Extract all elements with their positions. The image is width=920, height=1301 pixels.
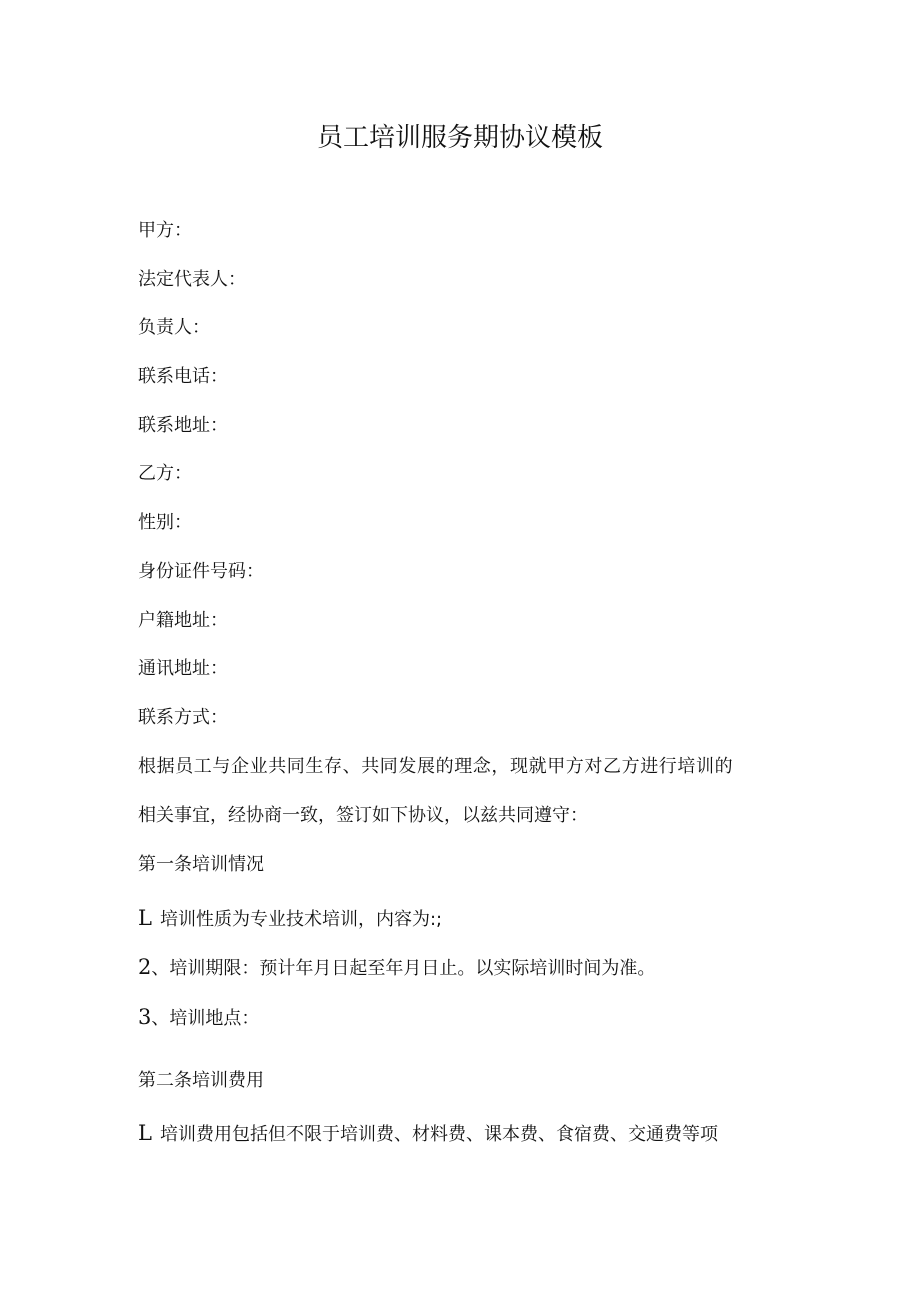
party-a-address: 联系地址：: [138, 415, 228, 436]
article-1-heading: 第一条培训情况: [138, 854, 264, 875]
party-a-phone: 联系电话：: [138, 366, 228, 387]
article-2-heading: 第二条培训费用: [138, 1070, 264, 1091]
party-a-person-in-charge: 负责人：: [138, 317, 210, 338]
document-title: 员工培训服务期协议模板: [316, 123, 603, 153]
party-b-id-number: 身份证件号码：: [138, 561, 264, 582]
preamble-line-1: 根据员工与企业共同生存、共同发展的理念，现就甲方对乙方进行培训的: [138, 756, 734, 777]
party-b-label: 乙方：: [138, 463, 192, 484]
article-1-item-1: [138, 905, 442, 933]
party-b-household-address: 户籍地址：: [138, 610, 228, 631]
party-a-label: 甲方：: [138, 220, 192, 241]
article-1-item-3: [138, 1004, 259, 1032]
article-1-item-1-number: L: [138, 906, 152, 930]
party-b-contact: 联系方式：: [138, 707, 228, 728]
article-1-item-2-text: 、培训期限：预计年月日起至年月日止。以实际培训时间为准。: [151, 958, 656, 979]
article-1-item-1-text: 培训性质为专业技术培训，内容为:;: [159, 909, 443, 930]
article-2-item-1: [138, 1120, 718, 1148]
party-a-legal-rep: 法定代表人：: [138, 269, 246, 290]
party-b-gender: 性别：: [138, 512, 192, 533]
article-1-item-2-number: 2: [138, 955, 152, 979]
article-1-item-3-text: 、培训地点：: [151, 1008, 260, 1029]
article-1-item-3-number: 3: [138, 1005, 152, 1029]
article-2-item-1-text: 培训费用包括但不限于培训费、材料费、课本费、食宿费、交通费等项: [159, 1124, 718, 1145]
article-2-item-1-number: L: [138, 1121, 152, 1145]
party-b-mail-address: 通讯地址：: [138, 658, 228, 679]
article-1-item-2: [138, 954, 655, 982]
preamble-line-2: 相关事宜，经协商一致，签订如下协议，以兹共同遵守：: [138, 805, 588, 826]
